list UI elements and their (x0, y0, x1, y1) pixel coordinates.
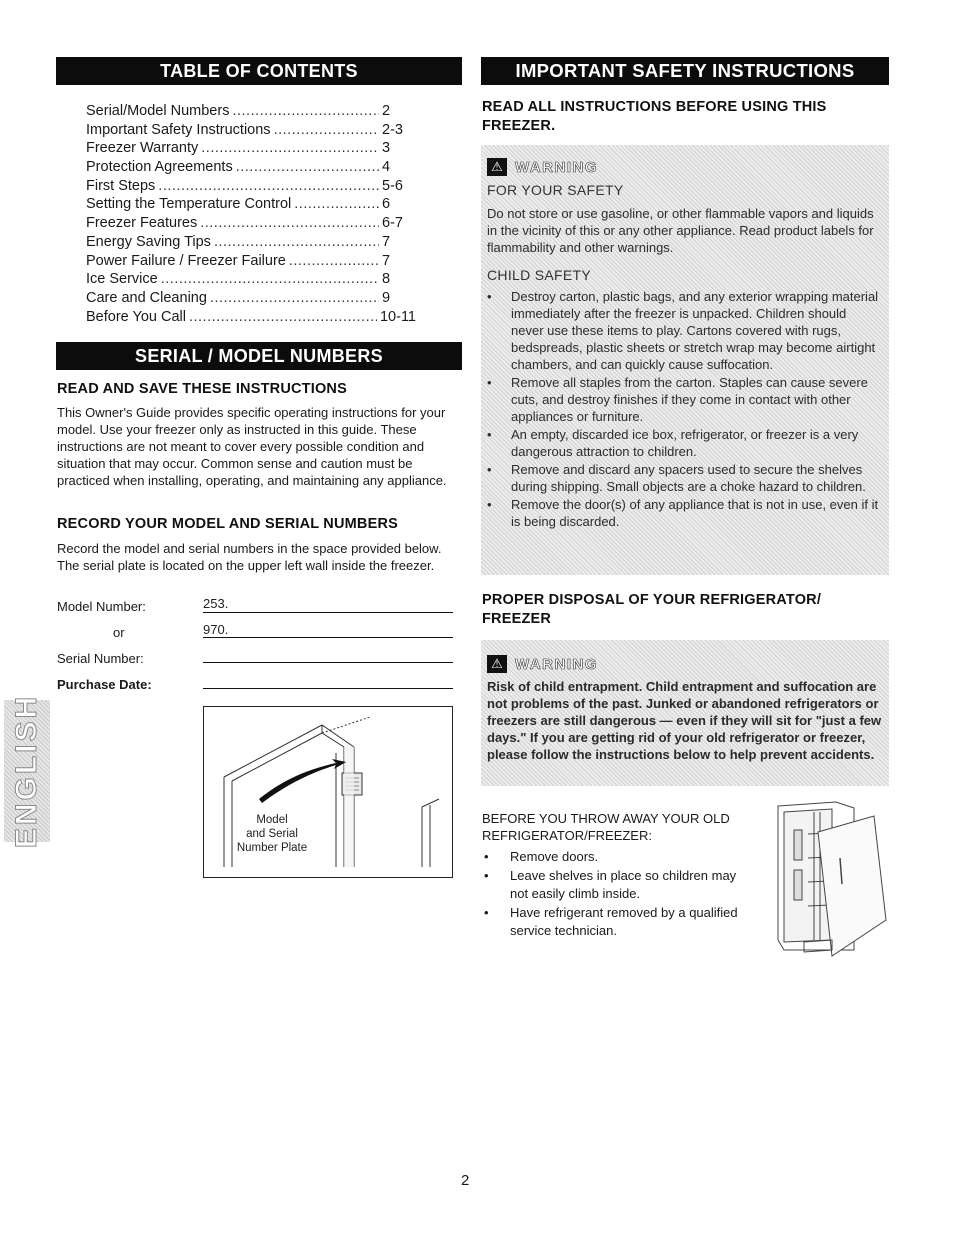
warning-triangle-icon: ⚠ (487, 655, 507, 673)
serial-number-label: Serial Number: (57, 651, 144, 666)
warning-label-2: WARNING (515, 655, 598, 673)
model-number-prefix-2: 970. (203, 622, 229, 637)
toc-entry-page: 3 (382, 140, 391, 157)
toc-leader-dots (232, 103, 379, 119)
entrapment-warning-text: Risk of child entrapment. Child entrapment and suffocation are not problems of the past. Junked or abandoned refrigerators or freezers are still dangerous — even if they will sit for "just a few days." If you are getting rid of your old refrigerator or freezer, please follow the instructions below to help prevent accidents. (487, 679, 882, 762)
disposal-step: • Remove doors. (482, 848, 752, 866)
read-all-heading: READ ALL INSTRUCTIONS BEFORE USING THIS FREEZER. (482, 99, 827, 134)
child-safety-item: • An empty, discarded ice box, refrigerator, or freezer is a very dangerous attraction to children. (483, 426, 879, 460)
toc-leader-dots (214, 234, 379, 250)
toc-entry-page: 8 (382, 271, 391, 288)
toc-list (86, 103, 416, 327)
toc-leader-dots (200, 215, 379, 231)
toc-entry[interactable] (86, 253, 416, 272)
model-number-label: Model Number: (57, 599, 146, 614)
toc-entry[interactable] (86, 122, 416, 141)
toc-entry-page: 6 (382, 196, 391, 213)
toc-entry-page: 7 (382, 252, 391, 269)
for-your-safety-text: Do not store or use gasoline, or other flammable vapors and liquids in the vicinity of this or any other appliance. Read product labels for flammability and other warnings. (487, 206, 874, 255)
toc-entry[interactable] (86, 309, 416, 328)
language-tab-label: ENGLISH (10, 693, 43, 849)
toc-leader-dots (158, 178, 379, 194)
safety-banner: IMPORTANT SAFETY INSTRUCTIONS (481, 57, 889, 85)
child-safety-item: • Remove the door(s) of any appliance that is not in use, even if it is being discarded. (483, 496, 879, 530)
toc-entry-label: Serial/Model Numbers (86, 103, 230, 119)
child-safety-list (483, 288, 879, 531)
toc-entry-page: 10-11 (379, 308, 416, 325)
toc-entry[interactable] (86, 178, 416, 197)
read-save-text: This Owner's Guide provides specific operating instructions for your model. Use your freezer only as instructed in this guide. These instructions are not meant to cover every possible condition and situation that may occur. Common sense and caution must be practiced when installing, operating, and maintaining any appliance. (57, 405, 447, 488)
freezer-door-removed-illustration (774, 800, 894, 960)
disposal-step: • Have refrigerant removed by a qualified service technician. (482, 904, 752, 940)
warning-heading-1 (487, 158, 598, 176)
toc-entry[interactable] (86, 290, 416, 309)
record-heading: RECORD YOUR MODEL AND SERIAL NUMBERS (57, 516, 398, 532)
toc-entry-page: 5-6 (382, 177, 403, 194)
disposal-heading: PROPER DISPOSAL OF YOUR REFRIGERATOR/ FREEZER (482, 592, 822, 627)
toc-entry[interactable] (86, 159, 416, 178)
toc-leader-dots (236, 159, 379, 175)
or-label: or (113, 625, 125, 640)
toc-entry-label: First Steps (86, 177, 156, 194)
toc-entry-label: Important Safety Instructions (86, 121, 271, 138)
serial-plate-figure (203, 706, 453, 878)
child-safety-item: • Destroy carton, plastic bags, and any exterior wrapping material immediately after the freezer is unpacked. Children should never use these items to play. Cartons covered with rugs, bedspreads, plastic sheets or stretch wrap may become airtight chambers, and can quickly cause suffocation. (483, 288, 879, 373)
toc-entry-page: 7 (382, 233, 391, 250)
toc-entry[interactable] (86, 103, 416, 122)
toc-entry[interactable] (86, 234, 416, 253)
child-safety-heading: CHILD SAFETY (487, 267, 591, 283)
warning-label-1: WARNING (515, 158, 598, 176)
toc-entry-page: 2-3 (382, 121, 403, 138)
toc-entry[interactable] (86, 271, 416, 290)
child-safety-item: • Remove and discard any spacers used to secure the shelves during shipping. Small objects are a choke hazard to children. (483, 461, 879, 495)
toc-leader-dots (189, 309, 377, 325)
toc-leader-dots (201, 140, 379, 156)
serial-number-line[interactable] (203, 662, 453, 663)
toc-entry-label: Care and Cleaning (86, 289, 207, 306)
toc-entry[interactable] (86, 140, 416, 159)
toc-leader-dots (274, 122, 379, 138)
language-tab (4, 693, 50, 849)
toc-entry-label: Freezer Features (86, 215, 198, 232)
warning-triangle-icon: ⚠ (487, 158, 507, 176)
toc-entry[interactable] (86, 215, 416, 234)
disposal-step: • Leave shelves in place so children may not easily climb inside. (482, 867, 752, 903)
purchase-date-line[interactable] (203, 688, 453, 689)
model-number-line-2[interactable] (203, 637, 453, 638)
toc-leader-dots (161, 271, 379, 287)
toc-entry-label: Energy Saving Tips (86, 233, 211, 250)
serial-plate-caption: Model and Serial Number Plate (236, 814, 308, 854)
toc-entry-page: 4 (382, 159, 391, 176)
read-save-heading: READ AND SAVE THESE INSTRUCTIONS (57, 381, 347, 397)
toc-entry-page: 9 (382, 289, 391, 306)
child-safety-item: • Remove all staples from the carton. Staples can cause severe cuts, and destroy finishes if they come in contact with other appliances or furniture. (483, 374, 879, 425)
record-text: Record the model and serial numbers in the space provided below. The serial plate is located on the upper left wall inside the freezer. (57, 541, 442, 573)
toc-banner: TABLE OF CONTENTS (56, 57, 462, 85)
warning-heading-2 (487, 655, 598, 673)
model-number-line-1[interactable] (203, 612, 453, 613)
toc-entry-label: Before You Call (86, 308, 186, 325)
toc-entry-label: Power Failure / Freezer Failure (86, 252, 286, 269)
page-number: 2 (461, 1172, 470, 1189)
toc-entry-label: Protection Agreements (86, 159, 233, 176)
toc-entry-label: Ice Service (86, 271, 158, 288)
toc-leader-dots (289, 253, 379, 269)
toc-entry-page: 2 (382, 103, 391, 119)
before-throw-away-text: BEFORE YOU THROW AWAY YOUR OLD REFRIGERATOR/FREEZER: (482, 811, 730, 843)
for-your-safety-heading: FOR YOUR SAFETY (487, 182, 624, 198)
toc-leader-dots (294, 196, 379, 212)
disposal-steps-list (482, 848, 752, 941)
toc-leader-dots (210, 290, 379, 306)
serial-banner: SERIAL / MODEL NUMBERS (56, 342, 462, 370)
toc-entry[interactable] (86, 196, 416, 215)
model-number-prefix-1: 253. (203, 596, 229, 611)
toc-entry-page: 6-7 (382, 215, 403, 232)
purchase-date-label: Purchase Date: (57, 677, 152, 692)
toc-entry-label: Setting the Temperature Control (86, 196, 292, 213)
toc-entry-label: Freezer Warranty (86, 140, 199, 157)
